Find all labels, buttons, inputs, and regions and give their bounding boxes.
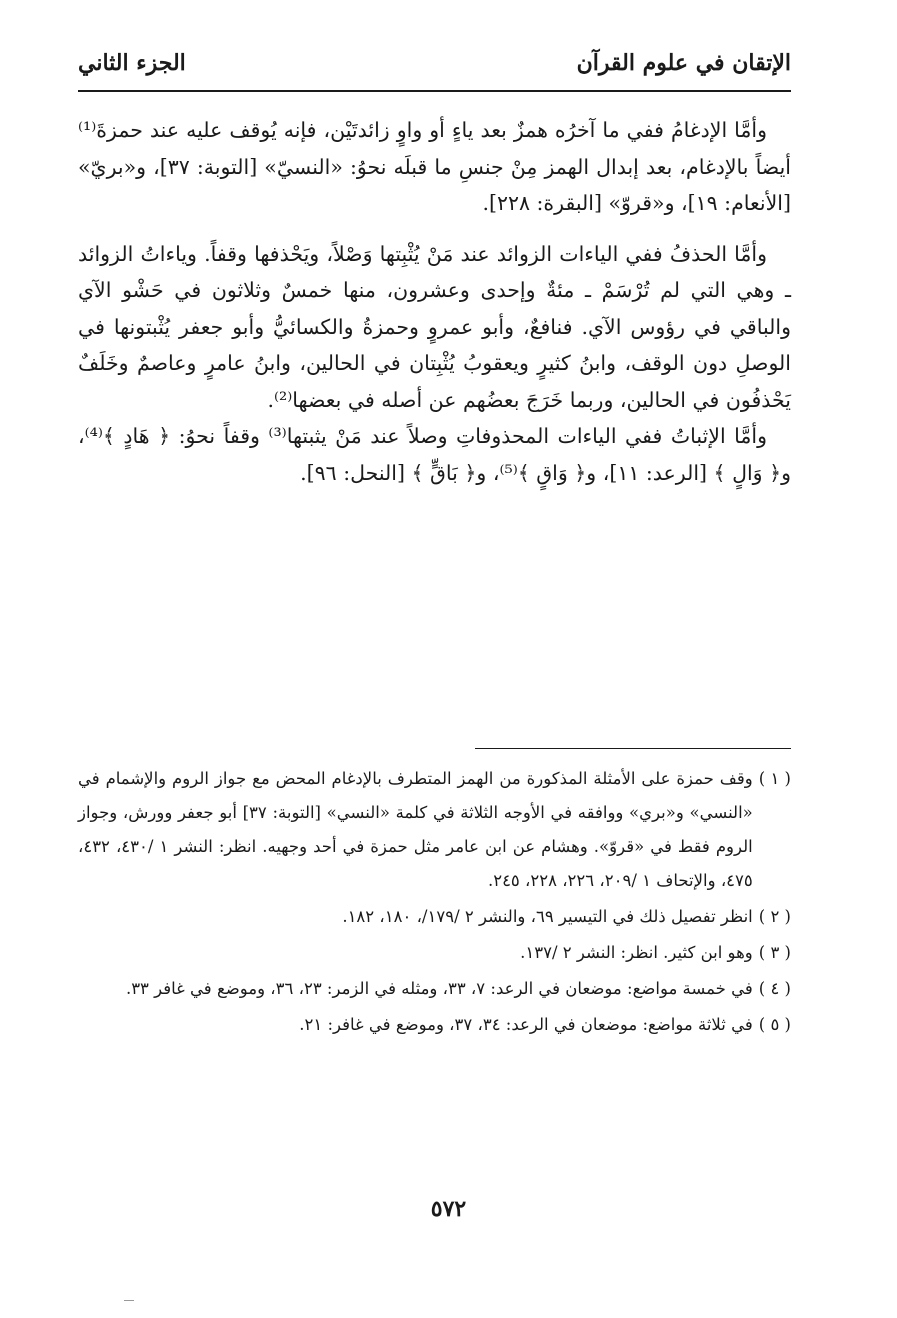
running-header xyxy=(78,40,791,92)
footnote-text: في خمسة مواضع: موضعان في الرعد: ٧، ٣٣، ومثله في الزمر: ٢٣، ٣٦، وموضع في غافر ٣٣. xyxy=(125,979,753,998)
paragraph-hadhf: وأمَّا الحذفُ ففي الياءات الزوائد عند مَنْ يُثْبِتها وَصْلاً، ويَحْذفها وقفاً. وياءاتُ الزوائد ـ وهي التي لم تُرْسَمْ ـ مئةٌ وإحدى وعشرون، منها خمسٌ وثلاثون في حَشْو الآي والباقي في رؤوس الآي. فنافعٌ، وأبو عمروٍ وحمزةُ والكسائيُّ وأبو جعفر يُثْبتونها في الوصلِ دون الوقف، وابنُ كثيرٍ ويعقوبُ يُثْبِتان في الحالين، وابنُ عامرٍ وعاصمٌ وخَلَفٌ يَحْذفُون في الحالين، وربما خَرَجَ بعضُهم عن أصله في بعضها⁽²⁾. xyxy=(78,241,791,412)
footnote-text: في ثلاثة مواضع: موضعان في الرعد: ٣٤، ٣٧، وموضع في غافر: ٢١. xyxy=(299,1015,753,1034)
paragraph-idgham: وأمَّا الإدغامُ ففي ما آخرُه همزٌ بعد ياءٍ أو واوٍ زائدتَيْن، فإنه يُوقف عليه عند حمزةَ⁽¹⁾ أيضاً بالإدغام، بعد إبدال الهمز مِنْ جنسِ ما قبلَه نحوُ: «النسيّ» [التوبة: ٣٧]، و«بريّ» [الأنعام: ١٩]، و«قروّ» [البقرة: ٢٢٨]. xyxy=(78,118,791,215)
footnote-number: ( ١ ) xyxy=(758,769,791,788)
footnote-item xyxy=(78,900,791,934)
paragraph-ithbat: وأمَّا الإثباتُ ففي الياءات المحذوفاتِ وصلاً عند مَنْ يثبتها⁽³⁾ وقفاً نحوُ: ﴿ هَادٍ ﴾⁽⁴⁾، و﴿ وَالٍ ﴾ [الرعد: ١١]، و﴿ وَاقٍ ﴾⁽⁵⁾، و﴿ بَاقٍّ ﴾ [النحل: ٩٦]. xyxy=(78,424,791,485)
footnote-number: ( ٢ ) xyxy=(758,907,791,926)
part-title: الجزء الثاني xyxy=(78,50,186,76)
footnote-number: ( ٥ ) xyxy=(758,1015,791,1034)
page-number: ٥٧٢ xyxy=(430,1196,467,1222)
footnote-text: وهو ابن كثير. انظر: النشر ٢ /١٣٧. xyxy=(520,943,753,962)
footnote-item xyxy=(78,1008,791,1042)
footnote-item xyxy=(78,972,791,1006)
book-title: الإتقان في علوم القرآن xyxy=(576,50,791,76)
footnote-item xyxy=(78,936,791,970)
scan-mark xyxy=(124,1300,134,1301)
main-text xyxy=(78,112,791,491)
footnote-text: وقف حمزة على الأمثلة المذكورة من الهمز المتطرف بالإدغام المحض مع جواز الروم والإشمام في «النسي» و«بري» ووافقه في الأوجه الثلاثة في كلمة «النسي» [التوبة: ٣٧] أبو جعفر وورش، وجواز الروم فقط في «قروّ». وهشام عن ابن عامر مثل حمزة في أحد وجهيه. انظر: النشر ١ /٤٣٠، ٤٣٢، ٤٧٥، والإتحاف ١ /٢٠٩، ٢٢٦، ٢٢٨، ٢٤٥. xyxy=(78,769,753,890)
footnote-number: ( ٤ ) xyxy=(758,979,791,998)
footnote-separator xyxy=(475,748,791,749)
footnote-number: ( ٣ ) xyxy=(758,943,791,962)
footnote-item xyxy=(78,762,791,898)
footnotes xyxy=(78,762,791,1044)
footnote-text: انظر تفصيل ذلك في التيسير ٦٩، والنشر ٢ /١٧٩/، ١٨٠، ١٨٢. xyxy=(342,907,753,926)
